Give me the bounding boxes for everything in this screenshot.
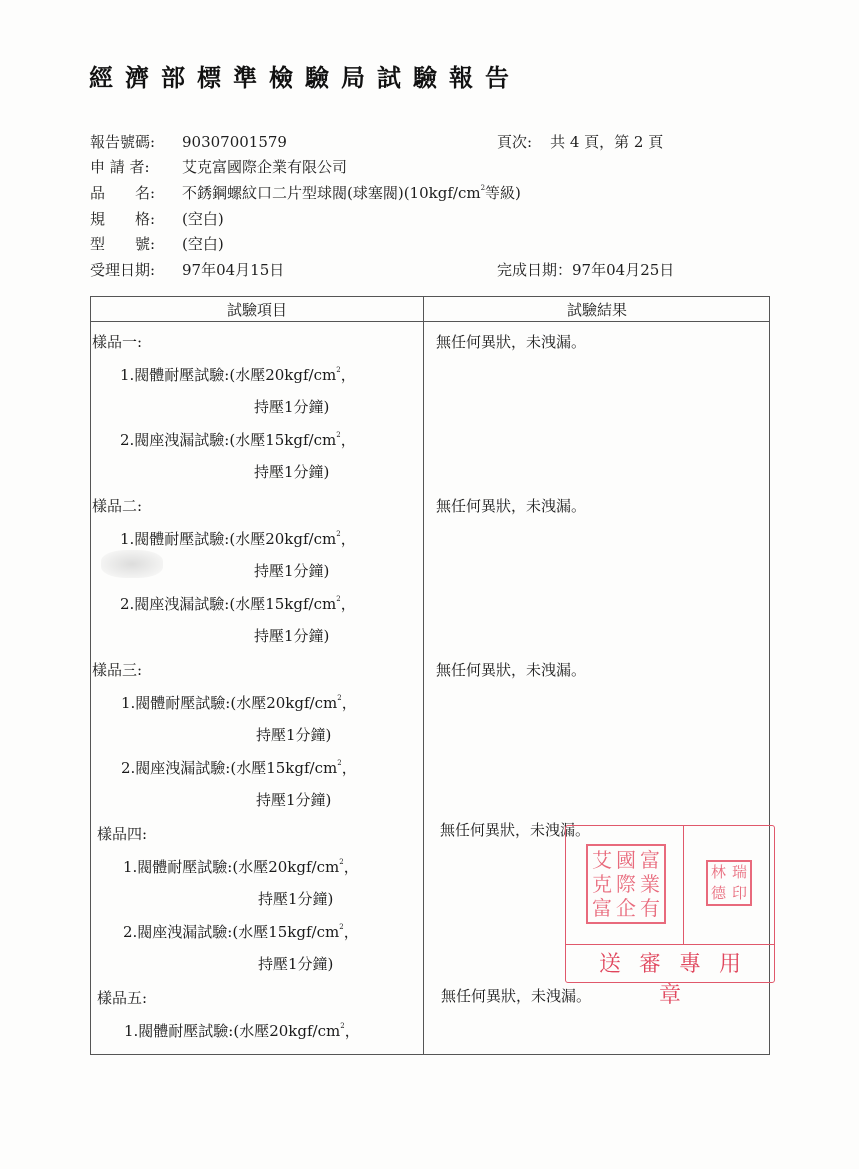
seal-char: 瑞 bbox=[731, 863, 747, 881]
test-item-duration: 持壓1分鐘) bbox=[258, 890, 334, 908]
comma: ， bbox=[343, 923, 359, 941]
test-item bbox=[120, 593, 356, 614]
sample-result: 無任何異狀，未洩漏。 bbox=[436, 333, 587, 351]
column-header-test-result: 試驗結果 bbox=[566, 301, 627, 319]
sample-name: 樣品四: bbox=[97, 825, 148, 843]
comma: ， bbox=[340, 366, 356, 384]
received-date-row bbox=[90, 259, 284, 280]
header-divider bbox=[91, 321, 769, 322]
test-item-text: 1.閥體耐壓試驗:(水壓20kgf/cm bbox=[120, 366, 337, 384]
comma: ， bbox=[340, 530, 356, 548]
sample-name: 樣品五: bbox=[97, 989, 148, 1007]
superscript: 2 bbox=[336, 431, 341, 439]
test-item-text: 2.閥座洩漏試驗:(水壓15kgf/cm bbox=[120, 595, 337, 613]
test-item-text: 1.閥體耐壓試驗:(水壓20kgf/cm bbox=[124, 1022, 341, 1040]
model-row bbox=[90, 233, 224, 254]
completed-date-row bbox=[497, 259, 674, 280]
test-item bbox=[121, 692, 357, 713]
report-number-label: 報告號碼: bbox=[90, 133, 156, 151]
received-date-label: 受理日期: bbox=[90, 261, 156, 279]
seal-char: 克 bbox=[592, 872, 612, 896]
superscript: 2 bbox=[337, 759, 342, 767]
test-item-text: 1.閥體耐壓試驗:(水壓20kgf/cm bbox=[123, 858, 340, 876]
test-item-duration: 持壓1分鐘) bbox=[256, 791, 332, 809]
superscript: 2 bbox=[339, 923, 344, 931]
submission-stamp bbox=[565, 825, 775, 1008]
sample-name: 樣品三: bbox=[92, 661, 143, 679]
model-value: (空白) bbox=[182, 235, 224, 253]
comma: ， bbox=[344, 1022, 360, 1040]
seal-char: 際 bbox=[616, 872, 636, 896]
stamp-divider bbox=[683, 826, 684, 944]
test-item-duration: 持壓1分鐘) bbox=[256, 726, 332, 744]
test-item-duration: 持壓1分鐘) bbox=[254, 627, 330, 645]
applicant-label: 申 請 者: bbox=[90, 158, 150, 176]
seal-char: 國 bbox=[616, 848, 636, 872]
test-item-duration: 持壓1分鐘) bbox=[258, 955, 334, 973]
comma: ， bbox=[340, 431, 356, 449]
seal-char: 業 bbox=[640, 872, 660, 896]
seal-char: 有 bbox=[640, 896, 660, 920]
comma: ， bbox=[343, 858, 359, 876]
page-info-row bbox=[497, 131, 663, 152]
test-item-duration: 持壓1分鐘) bbox=[254, 463, 330, 481]
seal-char: 富 bbox=[640, 848, 660, 872]
test-item-duration: 持壓1分鐘) bbox=[254, 562, 330, 580]
comma: ， bbox=[341, 759, 357, 777]
sample-result: 無任何異狀，未洩漏。 bbox=[436, 497, 587, 515]
spec-value: (空白) bbox=[182, 210, 224, 228]
test-item bbox=[120, 364, 356, 385]
product-grade: 等級) bbox=[485, 184, 521, 202]
superscript: 2 bbox=[336, 366, 341, 374]
sample-result: 無任何異狀，未洩漏。 bbox=[436, 661, 587, 679]
sample-name: 樣品一: bbox=[92, 333, 143, 351]
test-item bbox=[121, 757, 357, 778]
applicant-name: 艾克富國際企業有限公司 bbox=[182, 158, 348, 176]
document-title: 經濟部標準檢驗局試驗報告 bbox=[89, 64, 521, 92]
spec-label: 規 格: bbox=[90, 210, 156, 228]
ink-smudge bbox=[101, 550, 163, 578]
superscript: 2 bbox=[339, 858, 344, 866]
page-label: 頁次: bbox=[497, 133, 533, 151]
test-item-text: 1.閥體耐壓試驗:(水壓20kgf/cm bbox=[121, 694, 338, 712]
product-row bbox=[90, 182, 521, 203]
test-item bbox=[120, 528, 356, 549]
test-item-text: 1.閥體耐壓試驗:(水壓20kgf/cm bbox=[120, 530, 337, 548]
seal-char: 艾 bbox=[592, 848, 612, 872]
product-name-text: 不銹鋼螺紋口二片型球閥(球塞閥)(10kgf/cm bbox=[182, 184, 481, 202]
company-seal bbox=[586, 844, 666, 924]
seal-char: 印 bbox=[731, 884, 747, 902]
completed-date: 97年04月25日 bbox=[572, 261, 675, 279]
completed-date-label: 完成日期： bbox=[497, 261, 573, 279]
superscript: 2 bbox=[336, 530, 341, 538]
spec-row bbox=[90, 208, 224, 229]
test-item-text: 2.閥座洩漏試驗:(水壓15kgf/cm bbox=[121, 759, 338, 777]
comma: ， bbox=[340, 595, 356, 613]
product-name bbox=[182, 182, 521, 203]
sample-name: 樣品二: bbox=[92, 497, 143, 515]
seal-char: 企 bbox=[616, 896, 636, 920]
received-date: 97年04月15日 bbox=[182, 261, 285, 279]
page-value: 共 4 頁，第 2 頁 bbox=[550, 133, 664, 151]
test-item-duration: 持壓1分鐘) bbox=[254, 398, 330, 416]
superscript: 2 bbox=[337, 694, 342, 702]
superscript: 2 bbox=[336, 595, 341, 603]
column-divider bbox=[423, 297, 424, 1054]
report-number: 90307001579 bbox=[182, 133, 287, 151]
stamp-caption: 送審專用章 bbox=[598, 952, 759, 1008]
test-item-text: 2.閥座洩漏試驗:(水壓15kgf/cm bbox=[120, 431, 337, 449]
column-header-test-item: 試驗項目 bbox=[226, 301, 287, 319]
model-label: 型 號: bbox=[90, 235, 156, 253]
sample-result: 無任何異狀，未洩漏。 bbox=[440, 821, 591, 839]
test-item bbox=[124, 1020, 360, 1041]
superscript: 2 bbox=[340, 1022, 345, 1030]
seal-char: 德 bbox=[710, 884, 726, 902]
sample-result: 無任何異狀，未洩漏。 bbox=[441, 987, 592, 1005]
stamp-divider bbox=[566, 944, 774, 945]
report-number-row bbox=[90, 131, 287, 152]
seal-char: 富 bbox=[592, 896, 612, 920]
test-item bbox=[120, 429, 356, 450]
seal-char: 林 bbox=[710, 863, 726, 881]
product-label: 品 名: bbox=[90, 184, 156, 202]
test-item-text: 2.閥座洩漏試驗:(水壓15kgf/cm bbox=[123, 923, 340, 941]
applicant-row bbox=[90, 156, 347, 177]
personal-seal bbox=[706, 860, 752, 906]
comma: ， bbox=[341, 694, 357, 712]
superscript: 2 bbox=[480, 184, 486, 192]
test-item bbox=[123, 856, 359, 877]
test-item bbox=[123, 921, 359, 942]
